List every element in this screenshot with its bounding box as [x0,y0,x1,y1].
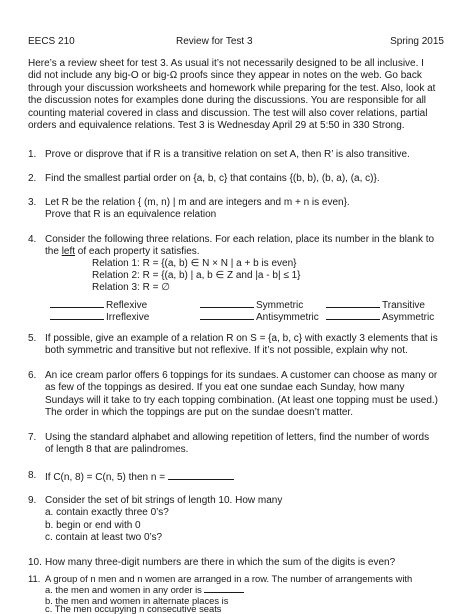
sub-question: a. the men and women in any order is [45,584,444,595]
property-antisymmetric: Antisymmetric [200,310,319,324]
intro-line: counting material covered in class and discussion. The test will also cover relations, partial [28,107,428,119]
question-text: The order in which the toppings are put on the sundae doesn’t matter. [45,407,353,419]
question-number: 2. [28,173,37,184]
question-text: as few of the toppings as desired. If you eat one sundae each Sunday, how many [45,382,405,394]
question-text: Prove or disprove that if R is a transitive relation on set A, then R’ is also transitive. [45,149,410,160]
question-text: the left of each property it satisfies. [45,246,200,258]
question-text: Using the standard alphabet and allowing repetition of letters, find the number of words [45,432,430,443]
question-number: 6. [28,370,37,381]
question-text: Sundays will it take to try each topping combination. (At least one topping must be used.) [45,394,438,406]
question-text: Prove that R is an equivalence relation [45,209,217,221]
property-asymmetric: Asymmetric [326,310,434,324]
answer-blank[interactable] [50,310,104,320]
answer-blank[interactable] [168,470,234,480]
question-text: Let R be the relation { (m, n) | m and are integers and m + n is even}. [45,197,350,208]
underlined-word: left [61,246,76,258]
answer-blank[interactable] [204,584,244,593]
property-blanks [50,298,444,324]
question-number: 3. [28,197,37,208]
page-header [28,36,444,48]
property-irreflexive: Irreflexive [50,310,149,324]
question-text: Consider the set of bit strings of length 10. How many [45,495,283,506]
property-transitive: Transitive [326,298,425,312]
term: Spring 2015 [390,36,444,47]
sub-question: a. contain exactly three 0’s? [45,507,169,519]
intro-line: orders and equivalence relations. Test 3 is Wednesday April 29 at 5:50 in 330 Strong. [28,120,405,132]
course-code: EECS 210 [28,36,75,47]
answer-blank[interactable] [50,298,104,308]
relation-2: Relation 2: R = {(a, b) | a, b ∈ Z and |a - b| ≤ 1} [92,270,301,281]
intro-line: did not include any big-O or big-Ω proofs since they appear in notes on the web. Go back [28,70,422,82]
question-number: 7. [28,432,37,443]
question-number: 5. [28,333,37,344]
document-title: Review for Test 3 [176,36,253,47]
intro-line: the discussion notes for examples done during the discussions. You are responsible for all [28,95,427,107]
sub-question: b. begin or end with 0 [45,519,141,531]
question-number: 9. [28,495,37,506]
question-number: 8. [28,470,37,481]
question-text: If C(n, 8) = C(n, 5) then n = [45,470,444,484]
question-text: Consider the following three relations. For each relation, place its number in the blank to [45,234,435,245]
question-number: 4. [28,234,37,245]
property-reflexive: Reflexive [50,298,147,312]
relation-3: Relation 3: R = ∅ [92,282,170,293]
answer-blank[interactable] [326,310,380,320]
answer-blank[interactable] [326,298,380,308]
question-number: 10. [28,557,42,568]
question-number: 11. [28,573,41,584]
question-text: of length 8 that are palindromes. [45,444,189,456]
property-symmetric: Symmetric [200,298,303,312]
question-text: Find the smallest partial order on {a, b, c} that contains {(b, b), (b, a), (a, c)}. [45,173,380,184]
intro-line: Here’s a review sheet for test 3. As usual it’s not necessarily designed to be all inclusive. I [28,58,424,69]
question-text: both symmetric and transitive but not reflexive. If it’s not possible, explain why not. [45,345,408,357]
relation-1: Relation 1: R = {(a, b) ∈ N × N | a + b is even} [92,258,297,269]
intro-paragraph [28,58,444,132]
intro-line: through your discussion worksheets and homework while preparing for the test. Also, look at [28,82,436,94]
sub-question: c. contain at least two 0’s? [45,532,163,544]
question-text: How many three-digit numbers are there in which the sum of the digits is even? [45,557,396,568]
question-text: If possible, give an example of a relation R on S = {a, b, c} with exactly 3 elements that is [45,333,438,344]
answer-blank[interactable] [200,298,254,308]
question-text: An ice cream parlor offers 6 toppings for its sundaes. A customer can choose as many or [45,370,438,381]
sub-question: c. The men occupying n consecutive seats [45,603,222,614]
question-text: A group of n men and n women are arranged in a row. The number of arrangements with [45,573,413,584]
answer-blank[interactable] [200,310,254,320]
sub-question: b. the men and women in alternate places is [45,595,229,606]
question-number: 1. [28,149,37,160]
